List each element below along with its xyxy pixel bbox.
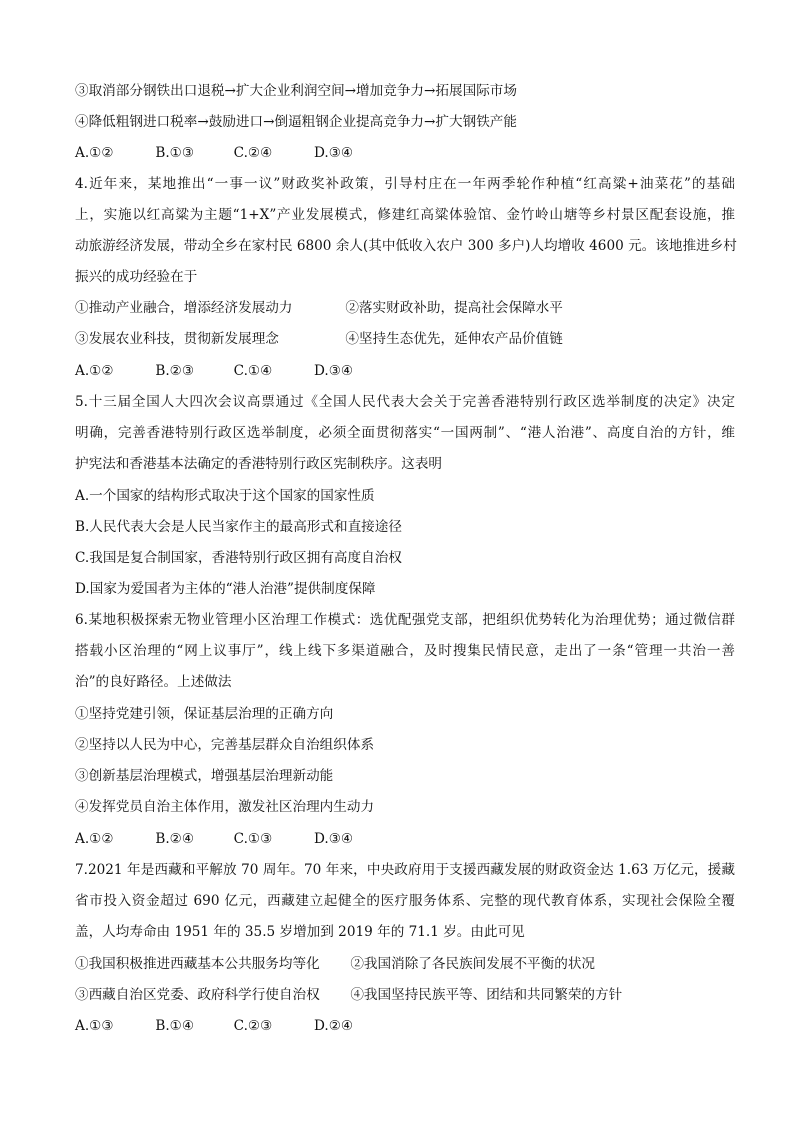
- option-d: D.②④: [313, 1018, 354, 1034]
- q4-choices-row-1: [75, 297, 563, 319]
- q5-option-b: B.人民代表大会是人民当家作主的最高形式和直接途径: [75, 519, 402, 535]
- option-b: B.①④: [155, 1018, 195, 1034]
- q7-stem-line-3: 盖，人均寿命由 1951 年的 35.5 岁增加到 2019 年的 71.1 岁。由此可见: [75, 924, 525, 940]
- q7-choice-2: ②我国消除了各民族间发展不平衡的状况: [350, 956, 596, 972]
- q5-stem-line-3: 护宪法和香港基本法确定的香港特别行政区宪制秩序。这表明: [75, 456, 443, 472]
- q7-choice-1: ①我国积极推进西藏基本公共服务均等化: [75, 956, 320, 972]
- q4-choice-4: ④坚持生态优先，延伸农产品价值链: [345, 331, 563, 347]
- q7-choices-row-1: [75, 953, 595, 975]
- option-c: C.①④: [233, 363, 273, 379]
- option-b: B.②③: [155, 363, 195, 379]
- q5-option-d: D.国家为爱国者为主体的“港人治港”提供制度保障: [75, 581, 376, 597]
- q7-choice-4: ④我国坚持民族平等、团结和共同繁荣的方针: [350, 987, 623, 1003]
- option-d: D.③④: [313, 145, 354, 161]
- option-a: A.①③: [75, 1018, 114, 1034]
- q4-options: [75, 360, 353, 382]
- q5-option-c: C.我国是复合制国家，香港特别行政区拥有高度自治权: [75, 550, 402, 566]
- option-b: B.②④: [155, 831, 195, 847]
- q5-option-a: A.一个国家的结构形式取决于这个国家的国家性质: [75, 488, 375, 504]
- option-c: C.②④: [233, 145, 273, 161]
- q6-choice-1: ①坚持党建引领，保证基层治理的正确方向: [75, 706, 334, 722]
- q5-stem-line-1: 5.十三届全国人大四次会议高票通过《全国人民代表大会关于完善香港特别行政区选举制度的决定》决定: [75, 394, 735, 410]
- q4-stem-line-1: 4.近年来，某地推出“一事一议”财政奖补政策，引导村庄在一年两季轮作种植“红高粱+油菜花”的基础: [75, 176, 735, 192]
- option-d: D.③④: [313, 831, 354, 847]
- q4-stem-line-3: 动旅游经济发展，带动全乡在家村民 6800 余人(其中低收入农户 300 多户)人均增收 4600 元。该地推进乡村: [75, 238, 737, 254]
- q4-choice-1: ①推动产业融合，增添经济发展动力: [75, 300, 293, 316]
- q6-choice-4: ④发挥党员自治主体作用，激发社区治理内生动力: [75, 799, 375, 815]
- q4-stem-line-4: 振兴的成功经验在于: [75, 269, 198, 285]
- option-a: A.①②: [75, 145, 114, 161]
- prev-choice-3: ③取消部分钢铁出口退税→扩大企业利润空间→增加竞争力→拓展国际市场: [75, 83, 517, 99]
- q4-stem-line-2: 上，实施以红高粱为主题“1+X”产业发展模式，修建红高粱体验馆、金竹岭山塘等乡村景区配套设施，推: [75, 207, 735, 223]
- q6-stem-line-1: 6.某地积极探索无物业管理小区治理工作模式：选优配强党支部，把组织优势转化为治理优势；通过微信群: [75, 612, 735, 628]
- q4-choice-3: ③发展农业科技，贯彻新发展理念: [75, 331, 279, 347]
- prev-options: [75, 142, 353, 164]
- q6-options: [75, 828, 353, 850]
- q4-choice-2: ②落实财政补助，提高社会保障水平: [345, 300, 563, 316]
- q6-choice-2: ②坚持以人民为中心，完善基层群众自治组织体系: [75, 737, 375, 753]
- q6-stem-line-2: 搭载小区治理的“网上议事厅”，线上线下多渠道融合，及时搜集民情民意，走出了一条“管理一共治一善: [75, 643, 735, 659]
- q7-choice-3: ③西藏自治区党委、政府科学行使自治权: [75, 987, 320, 1003]
- option-b: B.①③: [155, 145, 195, 161]
- q6-choice-3: ③创新基层治理模式，增强基层治理新动能: [75, 768, 334, 784]
- q7-stem-line-1: 7.2021 年是西藏和平解放 70 周年。70 年来，中央政府用于支援西藏发展的财政资金达 1.63 万亿元，援藏: [75, 862, 735, 878]
- q4-choices-row-2: [75, 328, 563, 350]
- q6-stem-line-3: 治”的良好路径。上述做法: [75, 674, 232, 690]
- q5-stem-line-2: 明确，完善香港特别行政区选举制度，必须全面贯彻落实“一国两制”、“港人治港”、高度自治的方针，维: [75, 425, 735, 441]
- option-a: A.①②: [75, 831, 114, 847]
- q7-options: [75, 1015, 353, 1037]
- prev-choice-4: ④降低粗钢进口税率→鼓励进口→倒逼粗钢企业提高竞争力→扩大钢铁产能: [75, 114, 517, 130]
- option-c: C.①③: [233, 831, 273, 847]
- option-a: A.①②: [75, 363, 114, 379]
- q7-choices-row-2: [75, 984, 622, 1006]
- q7-stem-line-2: 省市投入资金超过 690 亿元，西藏建立起健全的医疗服务体系、完整的现代教育体系，实现社会保险全覆: [75, 893, 735, 909]
- option-c: C.②③: [233, 1018, 273, 1034]
- option-d: D.③④: [313, 363, 354, 379]
